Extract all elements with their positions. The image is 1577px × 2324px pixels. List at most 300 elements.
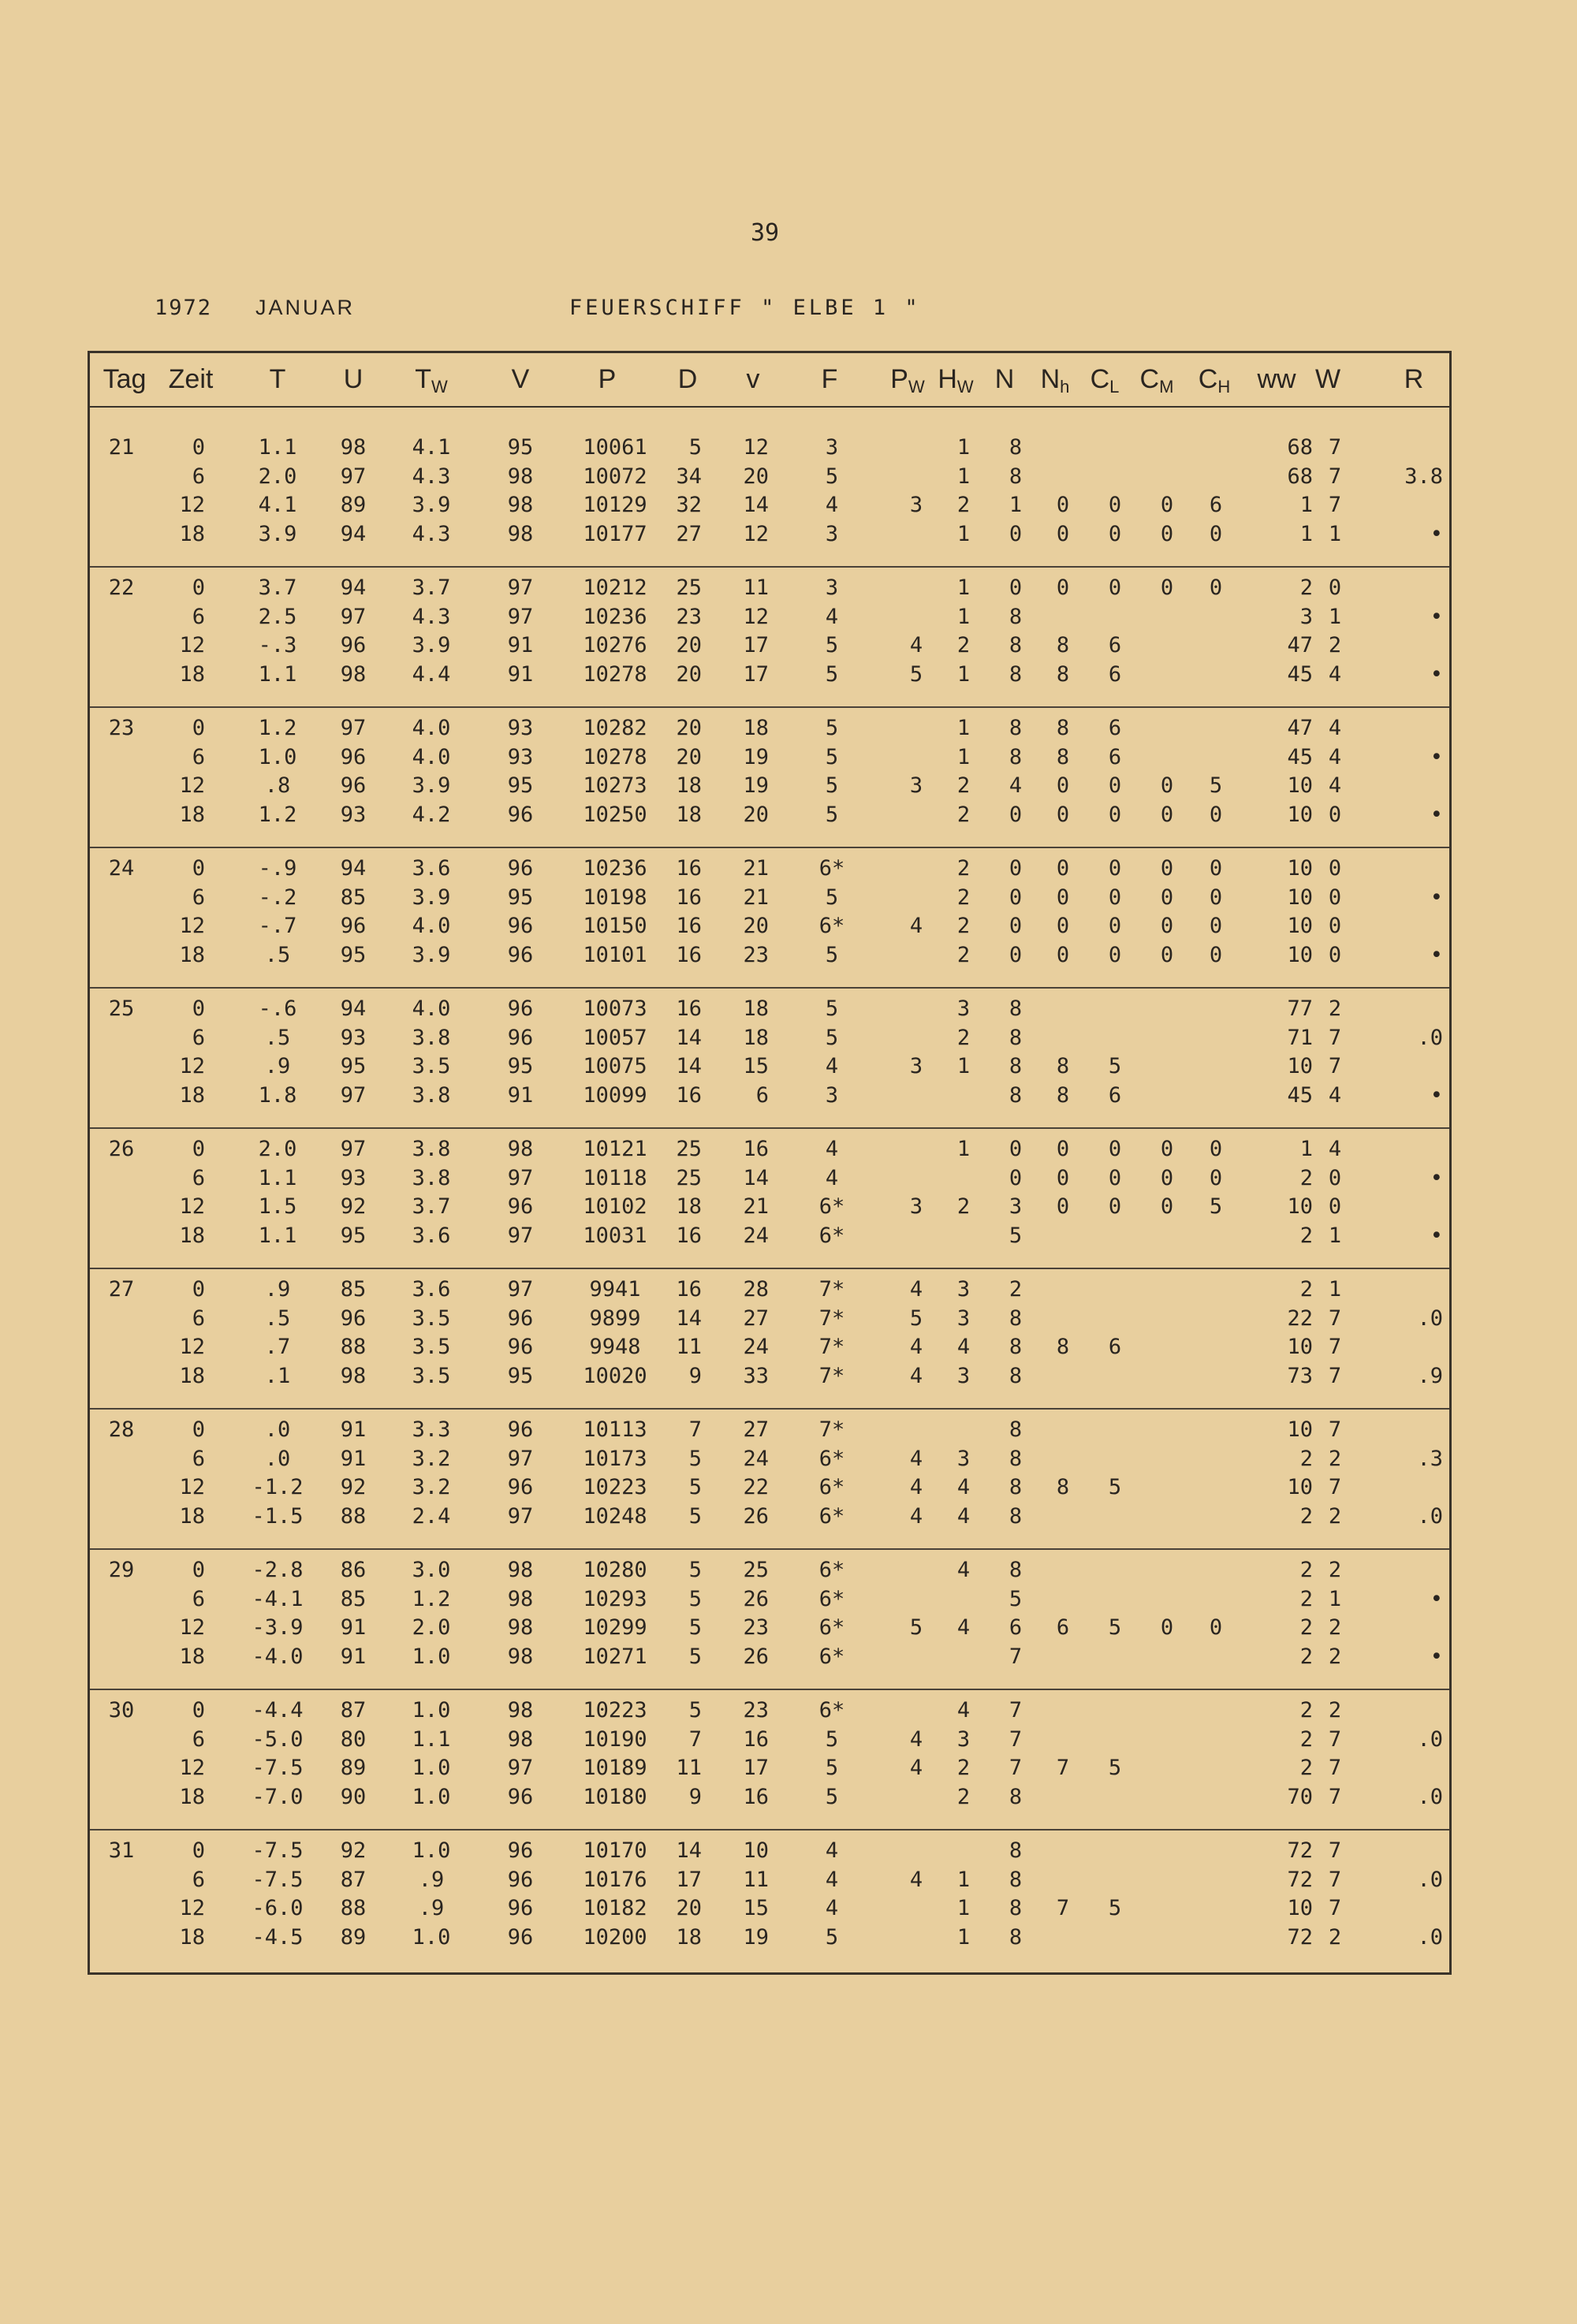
- cell-t: -.3: [258, 633, 297, 657]
- cell-d: 5: [688, 1644, 702, 1669]
- cell-cl: 5: [1108, 1615, 1122, 1640]
- cell-t: -7.0: [252, 1784, 304, 1809]
- cell-p: 10190: [583, 1726, 647, 1752]
- cell-u: 85: [340, 1586, 367, 1611]
- cell-f: 6*: [818, 1223, 845, 1248]
- cell-tw: 4.4: [412, 661, 451, 687]
- cell-nh: 8: [1056, 661, 1070, 687]
- cell-cm: 0: [1160, 773, 1174, 798]
- cell-nh: 0: [1056, 1137, 1070, 1161]
- cell-n: 4: [1008, 773, 1023, 798]
- column-header-w: W: [1314, 364, 1341, 394]
- cell-t: -7.5: [252, 1756, 304, 1780]
- cell-d: 16: [676, 1223, 702, 1248]
- cell-p: 10282: [583, 716, 647, 740]
- cell-p: 10101: [583, 942, 647, 967]
- cell-n: 6: [1008, 1615, 1023, 1640]
- cell-u: 97: [340, 464, 367, 489]
- cell-tw: 4.0: [412, 996, 451, 1021]
- table-row: [90, 1783, 1449, 1812]
- cell-zeit: 18: [179, 802, 205, 827]
- cell-w: 0: [1328, 856, 1342, 881]
- cell-u: 95: [340, 1223, 367, 1248]
- cell-nh: 6: [1056, 1615, 1070, 1640]
- cell-vv: 21: [743, 885, 769, 910]
- cell-zeit: 6: [192, 1867, 205, 1892]
- cell-n: 8: [1008, 1784, 1023, 1809]
- cell-w: 4: [1328, 1082, 1342, 1108]
- cell-zeit: 6: [192, 1165, 205, 1190]
- cell-u: 85: [340, 885, 367, 910]
- cell-u: 91: [340, 1417, 367, 1442]
- table-row: [90, 491, 1449, 520]
- cell-nh: 8: [1056, 1475, 1070, 1499]
- cell-n: 7: [1008, 1726, 1023, 1752]
- cell-ww: 2: [1299, 1446, 1313, 1471]
- cell-vv: 16: [743, 1726, 769, 1752]
- cell-r: •: [1430, 1082, 1443, 1108]
- table-row: [90, 1164, 1449, 1193]
- cell-d: 5: [688, 435, 702, 460]
- cell-n: 8: [1008, 633, 1023, 657]
- cell-v: 95: [507, 1054, 534, 1078]
- cell-d: 14: [676, 1025, 702, 1050]
- cell-zeit: 0: [192, 716, 205, 740]
- cell-cl: 5: [1108, 1475, 1122, 1499]
- cell-w: 7: [1328, 493, 1342, 517]
- cell-u: 91: [340, 1644, 367, 1669]
- cell-r: .0: [1417, 1924, 1443, 1950]
- cell-f: 5: [825, 464, 839, 489]
- cell-tw: 1.0: [412, 1838, 451, 1863]
- cell-zeit: 0: [192, 435, 205, 460]
- cell-f: 3: [825, 575, 839, 600]
- cell-v: 96: [507, 1475, 534, 1499]
- cell-hw: 1: [956, 744, 971, 769]
- cell-w: 1: [1328, 604, 1342, 629]
- cell-d: 16: [676, 1277, 702, 1302]
- cell-r: .0: [1417, 1025, 1443, 1050]
- cell-d: 18: [676, 1194, 702, 1219]
- cell-u: 94: [340, 856, 367, 881]
- cell-t: 1.1: [258, 1223, 297, 1248]
- cell-cm: 0: [1160, 493, 1174, 517]
- column-header-divider: [90, 406, 1449, 408]
- cell-f: 5: [825, 661, 839, 687]
- cell-cm: 0: [1160, 856, 1174, 881]
- table-row: [90, 434, 1449, 462]
- cell-tw: 3.8: [412, 1082, 451, 1108]
- cell-pw: 5: [909, 1615, 923, 1640]
- cell-vv: 18: [743, 1025, 769, 1050]
- cell-t: -3.9: [252, 1615, 304, 1640]
- cell-w: 2: [1328, 1558, 1342, 1582]
- cell-w: 7: [1328, 1417, 1342, 1442]
- cell-f: 5: [825, 1726, 839, 1752]
- cell-p: 9899: [589, 1305, 641, 1331]
- cell-zeit: 18: [179, 661, 205, 687]
- cell-zeit: 6: [192, 1305, 205, 1331]
- cell-v: 98: [507, 1698, 534, 1723]
- cell-d: 11: [676, 1756, 702, 1780]
- cell-u: 87: [340, 1867, 367, 1892]
- cell-cl: 6: [1108, 1082, 1122, 1108]
- cell-d: 14: [676, 1305, 702, 1331]
- cell-p: 10248: [583, 1503, 647, 1529]
- cell-t: .8: [264, 773, 291, 798]
- cell-ww: 68: [1287, 464, 1313, 489]
- cell-t: -7.5: [252, 1867, 304, 1892]
- cell-v: 96: [507, 1305, 534, 1331]
- table-row: [90, 1222, 1449, 1250]
- cell-nh: 7: [1056, 1756, 1070, 1780]
- cell-tw: 3.6: [412, 856, 451, 881]
- cell-v: 96: [507, 1867, 534, 1892]
- cell-p: 10278: [583, 661, 647, 687]
- cell-p: 10223: [583, 1475, 647, 1499]
- cell-zeit: 12: [179, 493, 205, 517]
- cell-zeit: 18: [179, 1784, 205, 1809]
- cell-ww: 2: [1299, 1586, 1313, 1611]
- cell-f: 5: [825, 716, 839, 740]
- cell-u: 98: [340, 661, 367, 687]
- table-row: [90, 1135, 1449, 1164]
- cell-cm: 0: [1160, 575, 1174, 600]
- cell-f: 3: [825, 521, 839, 546]
- cell-vv: 24: [743, 1223, 769, 1248]
- cell-ww: 47: [1287, 716, 1313, 740]
- cell-cm: 0: [1160, 1194, 1174, 1219]
- cell-ww: 2: [1299, 1726, 1313, 1752]
- cell-d: 25: [676, 1137, 702, 1161]
- table-row: [90, 1754, 1449, 1782]
- cell-w: 0: [1328, 1165, 1342, 1190]
- cell-cl: 0: [1108, 575, 1122, 600]
- cell-p: 10150: [583, 914, 647, 938]
- cell-f: 4: [825, 1838, 839, 1863]
- cell-f: 4: [825, 1867, 839, 1892]
- cell-r: •: [1430, 1586, 1443, 1611]
- cell-zeit: 6: [192, 744, 205, 769]
- cell-d: 5: [688, 1558, 702, 1582]
- cell-tag: 25: [108, 996, 135, 1021]
- cell-tw: 3.2: [412, 1475, 451, 1499]
- day-group-28: [90, 1408, 1449, 1550]
- cell-t: -.7: [258, 914, 297, 938]
- cell-ww: 47: [1287, 633, 1313, 657]
- cell-n: 0: [1008, 856, 1023, 881]
- cell-ww: 2: [1299, 1644, 1313, 1669]
- cell-vv: 20: [743, 802, 769, 827]
- cell-f: 3: [825, 1082, 839, 1108]
- cell-hw: 2: [956, 633, 971, 657]
- cell-ww: 10: [1287, 1417, 1313, 1442]
- cell-t: 4.1: [258, 493, 297, 517]
- cell-v: 96: [507, 856, 534, 881]
- cell-p: 10299: [583, 1615, 647, 1640]
- cell-n: 8: [1008, 1558, 1023, 1582]
- cell-r: •: [1430, 942, 1443, 967]
- cell-ch: 5: [1209, 1194, 1223, 1219]
- cell-tw: .9: [418, 1867, 445, 1892]
- table-row: [90, 1024, 1449, 1052]
- cell-v: 98: [507, 1558, 534, 1582]
- cell-v: 96: [507, 1194, 534, 1219]
- cell-vv: 20: [743, 914, 769, 938]
- cell-ch: 0: [1209, 885, 1223, 910]
- cell-p: 10176: [583, 1867, 647, 1892]
- cell-cl: 6: [1108, 1335, 1122, 1359]
- cell-zeit: 0: [192, 1698, 205, 1723]
- day-group-21: [90, 426, 1449, 568]
- cell-hw: 3: [956, 1446, 971, 1471]
- cell-ww: 10: [1287, 1054, 1313, 1078]
- cell-v: 97: [507, 575, 534, 600]
- cell-w: 2: [1328, 1924, 1342, 1950]
- cell-ww: 10: [1287, 802, 1313, 827]
- cell-tw: 3.5: [412, 1305, 451, 1331]
- cell-n: 8: [1008, 1082, 1023, 1108]
- cell-w: 7: [1328, 1756, 1342, 1780]
- cell-pw: 4: [909, 1446, 923, 1471]
- table-row: [90, 743, 1449, 772]
- day-group-26: [90, 1127, 1449, 1269]
- cell-w: 2: [1328, 1615, 1342, 1640]
- cell-hw: 4: [956, 1335, 971, 1359]
- cell-w: 2: [1328, 1698, 1342, 1723]
- cell-n: 3: [1008, 1194, 1023, 1219]
- cell-d: 23: [676, 604, 702, 629]
- cell-t: -4.4: [252, 1698, 304, 1723]
- cell-cm: 0: [1160, 802, 1174, 827]
- cell-tw: 2.0: [412, 1615, 451, 1640]
- cell-ww: 2: [1299, 1615, 1313, 1640]
- cell-vv: 19: [743, 1924, 769, 1950]
- cell-hw: 4: [956, 1558, 971, 1582]
- cell-n: 8: [1008, 1867, 1023, 1892]
- cell-n: 0: [1008, 914, 1023, 938]
- cell-w: 7: [1328, 1335, 1342, 1359]
- cell-f: 6*: [818, 1644, 845, 1669]
- cell-t: 1.2: [258, 802, 297, 827]
- cell-f: 5: [825, 996, 839, 1021]
- table-row: [90, 1503, 1449, 1531]
- cell-u: 89: [340, 1924, 367, 1950]
- column-header-nh: $N_h$: [1040, 364, 1070, 397]
- cell-v: 96: [507, 1335, 534, 1359]
- cell-pw: 3: [909, 1054, 923, 1078]
- cell-t: .9: [264, 1277, 291, 1302]
- cell-ch: 6: [1209, 493, 1223, 517]
- cell-t: 2.0: [258, 1137, 297, 1161]
- cell-vv: 10: [743, 1838, 769, 1863]
- cell-u: 93: [340, 1165, 367, 1190]
- cell-v: 97: [507, 1277, 534, 1302]
- table-row: [90, 1837, 1449, 1865]
- column-header-r: R: [1404, 364, 1424, 394]
- cell-n: 8: [1008, 996, 1023, 1021]
- cell-zeit: 6: [192, 1586, 205, 1611]
- cell-hw: 4: [956, 1615, 971, 1640]
- cell-ww: 77: [1287, 996, 1313, 1021]
- page-number: 39: [750, 219, 780, 247]
- cell-hw: 2: [956, 1025, 971, 1050]
- cell-hw: 1: [956, 1137, 971, 1161]
- cell-d: 18: [676, 773, 702, 798]
- cell-w: 7: [1328, 1726, 1342, 1752]
- cell-vv: 12: [743, 604, 769, 629]
- cell-f: 6*: [818, 1698, 845, 1723]
- cell-r: •: [1430, 604, 1443, 629]
- cell-hw: 3: [956, 1726, 971, 1752]
- cell-hw: 2: [956, 914, 971, 938]
- cell-pw: 3: [909, 493, 923, 517]
- cell-ww: 10: [1287, 885, 1313, 910]
- cell-u: 96: [340, 744, 367, 769]
- cell-u: 96: [340, 633, 367, 657]
- cell-u: 95: [340, 942, 367, 967]
- cell-u: 93: [340, 802, 367, 827]
- cell-r: .0: [1417, 1726, 1443, 1752]
- cell-tw: 3.9: [412, 885, 451, 910]
- cell-ww: 72: [1287, 1838, 1313, 1863]
- cell-t: -1.2: [252, 1475, 304, 1499]
- cell-d: 5: [688, 1503, 702, 1529]
- day-group-31: [90, 1829, 1449, 1969]
- cell-f: 6*: [818, 1475, 845, 1499]
- cell-tw: 4.0: [412, 744, 451, 769]
- cell-p: 9948: [589, 1335, 641, 1359]
- cell-ww: 70: [1287, 1784, 1313, 1809]
- cell-t: .9: [264, 1054, 291, 1078]
- cell-r: •: [1430, 1223, 1443, 1248]
- cell-p: 10198: [583, 885, 647, 910]
- cell-zeit: 18: [179, 1924, 205, 1950]
- cell-cl: 0: [1108, 802, 1122, 827]
- cell-f: 5: [825, 1924, 839, 1950]
- cell-cm: 0: [1160, 914, 1174, 938]
- cell-f: 7*: [818, 1363, 845, 1388]
- cell-tw: 3.7: [412, 1194, 451, 1219]
- table-row: [90, 1643, 1449, 1671]
- cell-nh: 0: [1056, 885, 1070, 910]
- cell-vv: 21: [743, 1194, 769, 1219]
- table-row: [90, 801, 1449, 829]
- table-row: [90, 772, 1449, 800]
- cell-w: 0: [1328, 914, 1342, 938]
- cell-v: 98: [507, 1137, 534, 1161]
- table-row: [90, 1924, 1449, 1952]
- cell-w: 7: [1328, 464, 1342, 489]
- cell-v: 98: [507, 464, 534, 489]
- table-row: [90, 1445, 1449, 1473]
- cell-nh: 0: [1056, 773, 1070, 798]
- cell-ch: 0: [1209, 914, 1223, 938]
- cell-d: 18: [676, 1924, 702, 1950]
- table-row: [90, 912, 1449, 940]
- cell-tag: 22: [108, 575, 135, 600]
- cell-p: 10170: [583, 1838, 647, 1863]
- cell-d: 20: [676, 744, 702, 769]
- cell-v: 95: [507, 773, 534, 798]
- cell-t: 1.2: [258, 716, 297, 740]
- cell-ch: 5: [1209, 773, 1223, 798]
- cell-ww: 45: [1287, 744, 1313, 769]
- cell-f: 6*: [818, 1558, 845, 1582]
- cell-tw: 3.9: [412, 633, 451, 657]
- cell-hw: 1: [956, 716, 971, 740]
- cell-cl: 5: [1108, 1896, 1122, 1920]
- table-row: [90, 1362, 1449, 1391]
- cell-hw: 1: [956, 1896, 971, 1920]
- cell-ww: 2: [1299, 1165, 1313, 1190]
- cell-nh: 0: [1056, 942, 1070, 967]
- cell-tw: 3.5: [412, 1363, 451, 1388]
- cell-cl: 0: [1108, 1194, 1122, 1219]
- cell-d: 16: [676, 914, 702, 938]
- cell-vv: 14: [743, 493, 769, 517]
- cell-ww: 72: [1287, 1924, 1313, 1950]
- cell-f: 4: [825, 1137, 839, 1161]
- cell-hw: 1: [956, 435, 971, 460]
- cell-hw: 4: [956, 1698, 971, 1723]
- cell-nh: 0: [1056, 856, 1070, 881]
- cell-f: 5: [825, 885, 839, 910]
- cell-u: 96: [340, 1305, 367, 1331]
- cell-p: 10075: [583, 1054, 647, 1078]
- cell-f: 6*: [818, 1586, 845, 1611]
- column-header-tag: Tag: [103, 364, 147, 394]
- cell-ww: 45: [1287, 661, 1313, 687]
- cell-v: 96: [507, 914, 534, 938]
- cell-w: 4: [1328, 716, 1342, 740]
- cell-cl: 6: [1108, 633, 1122, 657]
- cell-w: 0: [1328, 942, 1342, 967]
- cell-vv: 18: [743, 716, 769, 740]
- column-header-pw: $P_W$: [890, 364, 925, 397]
- cell-vv: 15: [743, 1054, 769, 1078]
- table-row: [90, 1193, 1449, 1221]
- cell-vv: 11: [743, 1867, 769, 1892]
- cell-tw: 3.3: [412, 1417, 451, 1442]
- cell-zeit: 0: [192, 1277, 205, 1302]
- cell-n: 8: [1008, 1896, 1023, 1920]
- cell-v: 93: [507, 716, 534, 740]
- cell-tw: 1.0: [412, 1756, 451, 1780]
- cell-hw: 1: [956, 1867, 971, 1892]
- cell-d: 5: [688, 1615, 702, 1640]
- cell-d: 5: [688, 1446, 702, 1471]
- cell-vv: 23: [743, 942, 769, 967]
- cell-f: 4: [825, 1165, 839, 1190]
- cell-vv: 11: [743, 575, 769, 600]
- cell-tw: 3.9: [412, 942, 451, 967]
- cell-v: 97: [507, 1756, 534, 1780]
- cell-p: 10072: [583, 464, 647, 489]
- cell-vv: 21: [743, 856, 769, 881]
- cell-p: 10180: [583, 1784, 647, 1809]
- cell-d: 32: [676, 493, 702, 517]
- cell-u: 86: [340, 1558, 367, 1582]
- cell-f: 6*: [818, 1194, 845, 1219]
- cell-d: 20: [676, 633, 702, 657]
- cell-v: 95: [507, 1363, 534, 1388]
- cell-f: 7*: [818, 1335, 845, 1359]
- cell-ww: 3: [1299, 604, 1313, 629]
- cell-t: -1.5: [252, 1503, 304, 1529]
- cell-zeit: 6: [192, 1025, 205, 1050]
- cell-vv: 16: [743, 1784, 769, 1809]
